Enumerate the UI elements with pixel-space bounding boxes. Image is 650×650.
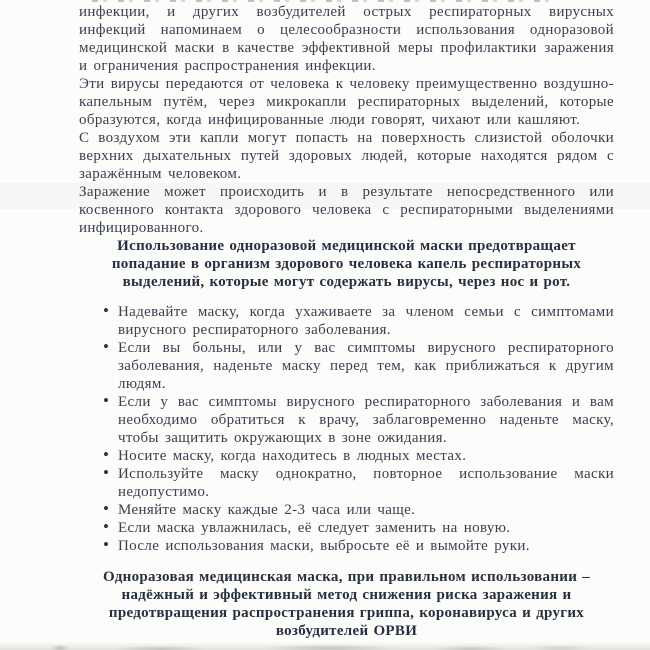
footer-statement-mask-effectiveness: Одноразовая медицинская маска, при правильном использовании – надёжный и эффективный метод снижения риска заражения и предотвращения распространения гриппа, коронавируса и других возбудителей ОРВИ <box>102 569 591 639</box>
document-body <box>79 3 614 640</box>
list-item-wear-before-doctor: • Если у вас симптомы вирусного респираторного заболевания и вам необходимо обратиться к врачу, заблаговременно наденьте маску, чтобы защитить окружающих в зоне ожидания. <box>79 393 614 447</box>
paragraph-infection-reminder: инфекции, и других возбудителей острых респираторных вирусных инфекций напоминаем о целесообразности использования одноразовой медицинской маски в качестве эффективной меры профилактики заражения и ограничения распространения инфекции. <box>79 4 614 74</box>
list-item-wear-in-crowds: • Носите маску, когда находитесь в людных местах. <box>79 447 614 465</box>
paragraph-contact-infection: Заражение может происходить и в результате непосредственного или косвенного контакта здорового человека с респираторными выделениями инфицированного. <box>79 184 614 236</box>
paragraph-virus-transmission: Эти вирусы передаются от человека к человеку преимущественно воздушно-капельным путём, через микрокапли респираторных выделений, которые образуются, когда инфицированные люди говорят, чихают или кашляют. <box>79 76 614 128</box>
list-item-wear-when-sick: • Если вы больны, или у вас симптомы вирусного респираторного заболевания, наденьте маску перед тем, как приближаться к другим людям. <box>79 339 614 393</box>
emphasis-heading-mask-protection: Использование одноразовой медицинской маски предотвращает попадание в организм здорового человека капель респираторных выделений, которые могут содержать вирусы, через нос и рот. <box>111 238 582 290</box>
list-item-change-every-2-3-hours: • Меняйте маску каждые 2-3 часа или чаще. <box>79 501 614 519</box>
mask-usage-rules-list <box>79 303 614 555</box>
list-item-replace-if-damp: • Если маска увлажнилась, её следует заменить на новую. <box>79 519 614 537</box>
clipped-text-remnant <box>92 0 560 2</box>
list-item-wear-when-caring: • Надевайте маску, когда ухаживаете за членом семьи с симптомами вирусного респираторного заболевания. <box>79 303 614 339</box>
paragraph-airborne-droplets: С воздухом эти капли могут попасть на поверхность слизистой оболочки верхних дыхательных путей здоровых людей, которые находятся рядом с заражённым человеком. <box>79 130 614 182</box>
scan-edge-artifact <box>0 642 650 650</box>
list-item-discard-and-wash-hands: • После использования маски, выбросьте её и вымойте руки. <box>79 537 614 555</box>
list-item-single-use: • Используйте маску однократно, повторное использование маски недопустимо. <box>79 465 614 501</box>
